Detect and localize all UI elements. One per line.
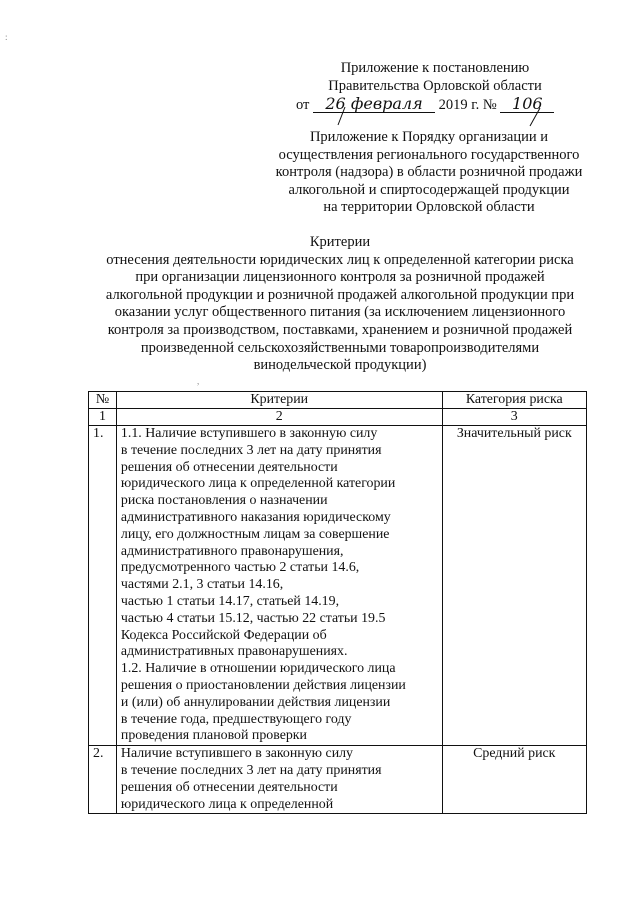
criteria-line: Наличие вступившего в законную силу bbox=[120, 746, 354, 762]
criteria-line: решения об отнесении деятельности bbox=[120, 779, 338, 795]
document-title bbox=[60, 234, 620, 375]
row-number: 1. bbox=[89, 426, 117, 746]
criteria-line: частью 4 статьи 15.12, частью 22 статьи 19.5 bbox=[120, 610, 386, 626]
header-criteria: Критерии bbox=[116, 392, 442, 409]
criteria-line: юридического лица к определенной категории bbox=[120, 476, 396, 492]
criteria-line: частью 1 статьи 14.17, статьей 14.19, bbox=[120, 593, 340, 609]
procedure-line: контроля (надзора) в области розничной продажи bbox=[275, 164, 583, 181]
criteria-line: в течение последних 3 лет на дату принятия bbox=[120, 442, 382, 458]
handwritten-date: 26 февраля bbox=[313, 96, 435, 113]
row-criteria bbox=[116, 426, 442, 746]
scan-mark: , bbox=[197, 376, 200, 386]
index-cell: 2 bbox=[116, 409, 442, 426]
table-header-row bbox=[89, 392, 587, 409]
criteria-line: проведения плановой проверки bbox=[120, 728, 307, 744]
criteria-line: юридического лица к определенной bbox=[120, 796, 334, 812]
criteria-line: административного наказания юридическому bbox=[120, 509, 391, 525]
criteria-line: 1.2. Наличие в отношении юридического лица bbox=[120, 661, 396, 677]
procedure-line: осуществления регионального государственного bbox=[278, 146, 580, 163]
criteria-line: предусмотренного частью 2 статьи 14.6, bbox=[120, 560, 360, 576]
table-index-row bbox=[89, 409, 587, 426]
handwritten-number: 106 bbox=[500, 96, 554, 113]
row-risk: Значительный риск bbox=[442, 426, 586, 746]
procedure-line: Приложение к Порядку организации и bbox=[309, 129, 549, 145]
row-number: 2. bbox=[89, 746, 117, 814]
year-text: 2019 г. № bbox=[438, 97, 497, 113]
row-risk: Средний риск bbox=[442, 746, 586, 814]
index-cell: 1 bbox=[89, 409, 117, 426]
criteria-line: административного правонарушения, bbox=[120, 543, 344, 559]
title-line: отнесения деятельности юридических лиц к определенной категории риска bbox=[106, 251, 574, 268]
title-line: винодельческой продукции) bbox=[253, 357, 427, 374]
title-line: оказании услуг общественного питания (за исключением лицензионного bbox=[114, 304, 566, 321]
criteria-line: лицу, его должностным лицам за совершение bbox=[120, 526, 390, 542]
procedure-reference bbox=[260, 129, 598, 217]
table-row bbox=[89, 746, 587, 814]
appendix-line-1: Приложение к постановлению bbox=[340, 60, 530, 76]
appendix-line-2: Правительства Орловской области bbox=[328, 77, 542, 94]
criteria-line: Кодекса Российской Федерации об bbox=[120, 627, 327, 643]
scan-mark: : bbox=[5, 32, 8, 42]
procedure-line: алкогольной и спиртосодержащей продукции bbox=[288, 181, 570, 198]
title-heading: Критерии bbox=[309, 234, 371, 250]
date-stroke bbox=[338, 107, 345, 125]
criteria-table bbox=[88, 391, 587, 814]
header-number: № bbox=[89, 392, 117, 409]
number-stroke bbox=[530, 108, 540, 126]
criteria-line: и (или) об аннулировании действия лицензии bbox=[120, 694, 391, 710]
criteria-line: решения о приостановлении действия лицензии bbox=[120, 677, 406, 693]
criteria-line: риска постановления о назначении bbox=[120, 493, 328, 509]
header-risk: Категория риска bbox=[442, 392, 586, 409]
criteria-line: в течение года, предшествующего году bbox=[120, 711, 352, 727]
criteria-line: в течение последних 3 лет на дату принятия bbox=[120, 762, 382, 778]
criteria-line: административных правонарушениях. bbox=[120, 644, 348, 660]
criteria-line: 1.1. Наличие вступившего в законную силу bbox=[120, 426, 378, 441]
criteria-line: решения об отнесении деятельности bbox=[120, 459, 338, 475]
title-line: алкогольной продукции и розничной продажей алкогольной продукции при bbox=[105, 286, 575, 303]
date-prefix: от bbox=[296, 97, 310, 113]
title-line: при организации лицензионного контроля за розничной продажей bbox=[135, 269, 545, 286]
title-line: контроля за производством, поставками, хранением и розничной продажей bbox=[107, 321, 573, 338]
criteria-line: частями 2.1, 3 статьи 14.16, bbox=[120, 577, 284, 593]
index-cell: 3 bbox=[442, 409, 586, 426]
table-row bbox=[89, 426, 587, 746]
title-line: произведенной сельскохозяйственными товаропроизводителями bbox=[140, 339, 540, 356]
row-criteria bbox=[116, 746, 442, 814]
procedure-line: на территории Орловской области bbox=[323, 199, 535, 216]
